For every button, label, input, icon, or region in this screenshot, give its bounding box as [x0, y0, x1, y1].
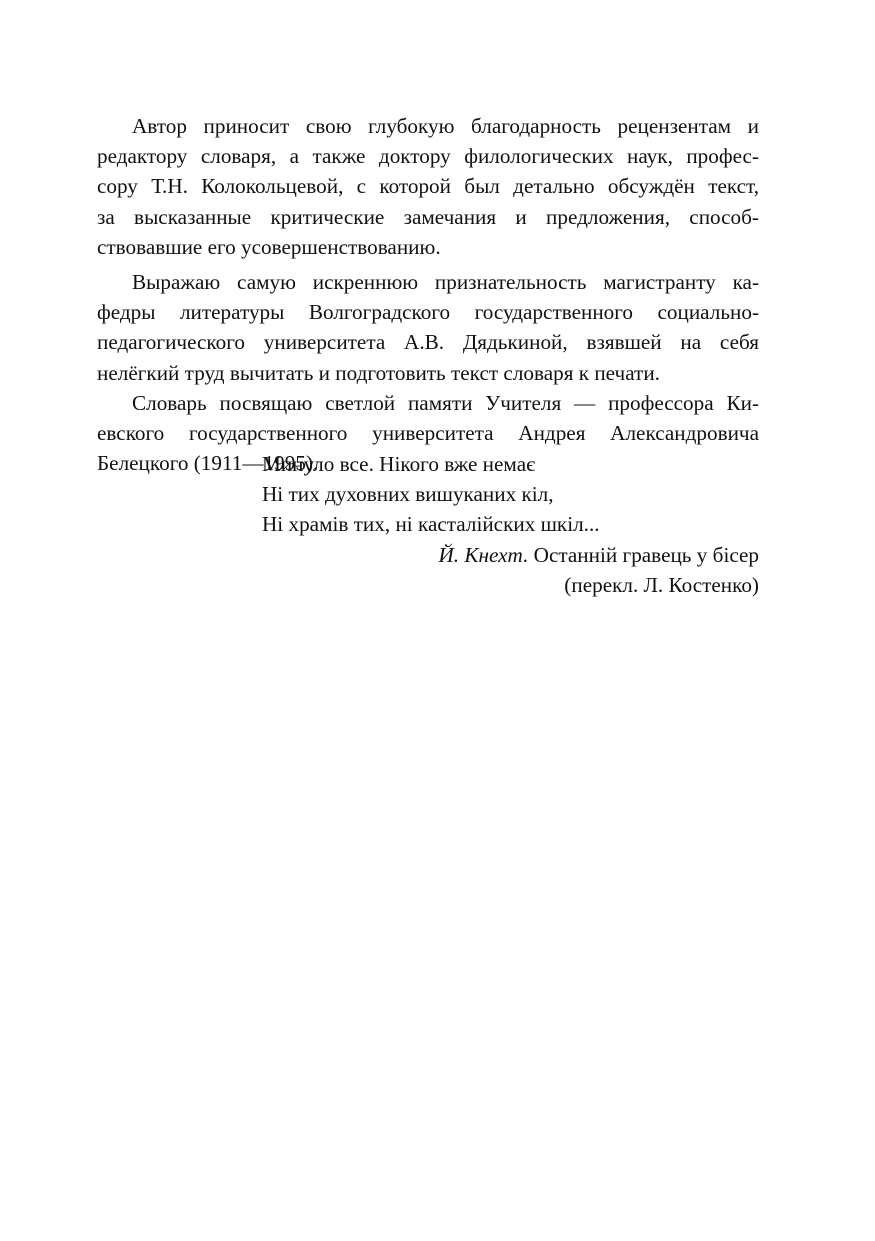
epigraph-verse: Минуло все. Нікого вже немає — [262, 452, 536, 476]
epigraph-author: Й. Кнехт. — [438, 542, 529, 567]
epigraph-verse: Ні храмів тих, ні касталійских шкіл... — [262, 512, 600, 537]
epigraph — [262, 449, 759, 600]
text-line: Словарь посвящаю светлой памяти Учителя — профессора Ки- — [132, 390, 759, 415]
text-line: нелёгкий труд вычитать и подготовить текст словаря к печати. — [97, 360, 660, 385]
paragraph-gratitude-reviewers — [97, 111, 759, 262]
epigraph-attribution — [262, 540, 759, 570]
text-line: педагогического университета А.В. Дядькиной, взявшей на себя — [97, 330, 759, 355]
epigraph-work-title: Останній гравець у бісер — [533, 542, 759, 567]
epigraph-translation-credit: (перекл. Л. Костенко) — [564, 572, 759, 597]
text-line: федры литературы Волгоградского государственного социально- — [97, 300, 759, 325]
acknowledgements-text — [97, 111, 759, 478]
text-line: сору Т.Н. Колокольцевой, с которой был детально обсуждён текст, — [97, 174, 759, 199]
text-line: ствовавшие его усовершенствованию. — [97, 234, 441, 259]
text-line: евского государственного университета Андрея Александровича — [97, 421, 759, 446]
text-line: редактору словаря, а также доктору филологических наук, профес- — [97, 144, 759, 169]
text-line: Выражаю самую искреннюю признательность магистранту ка- — [132, 270, 759, 295]
text-line: Белецкого (1911—1995). — [97, 451, 319, 476]
text-line: за высказанные критические замечания и предложения, способ- — [97, 204, 759, 229]
paragraph-gratitude-student — [97, 267, 759, 388]
text-line: Автор приносит свою глубокую благодарность рецензентам и — [132, 114, 759, 138]
epigraph-verse: Ні тих духовних вишуканих кіл, — [262, 482, 554, 507]
